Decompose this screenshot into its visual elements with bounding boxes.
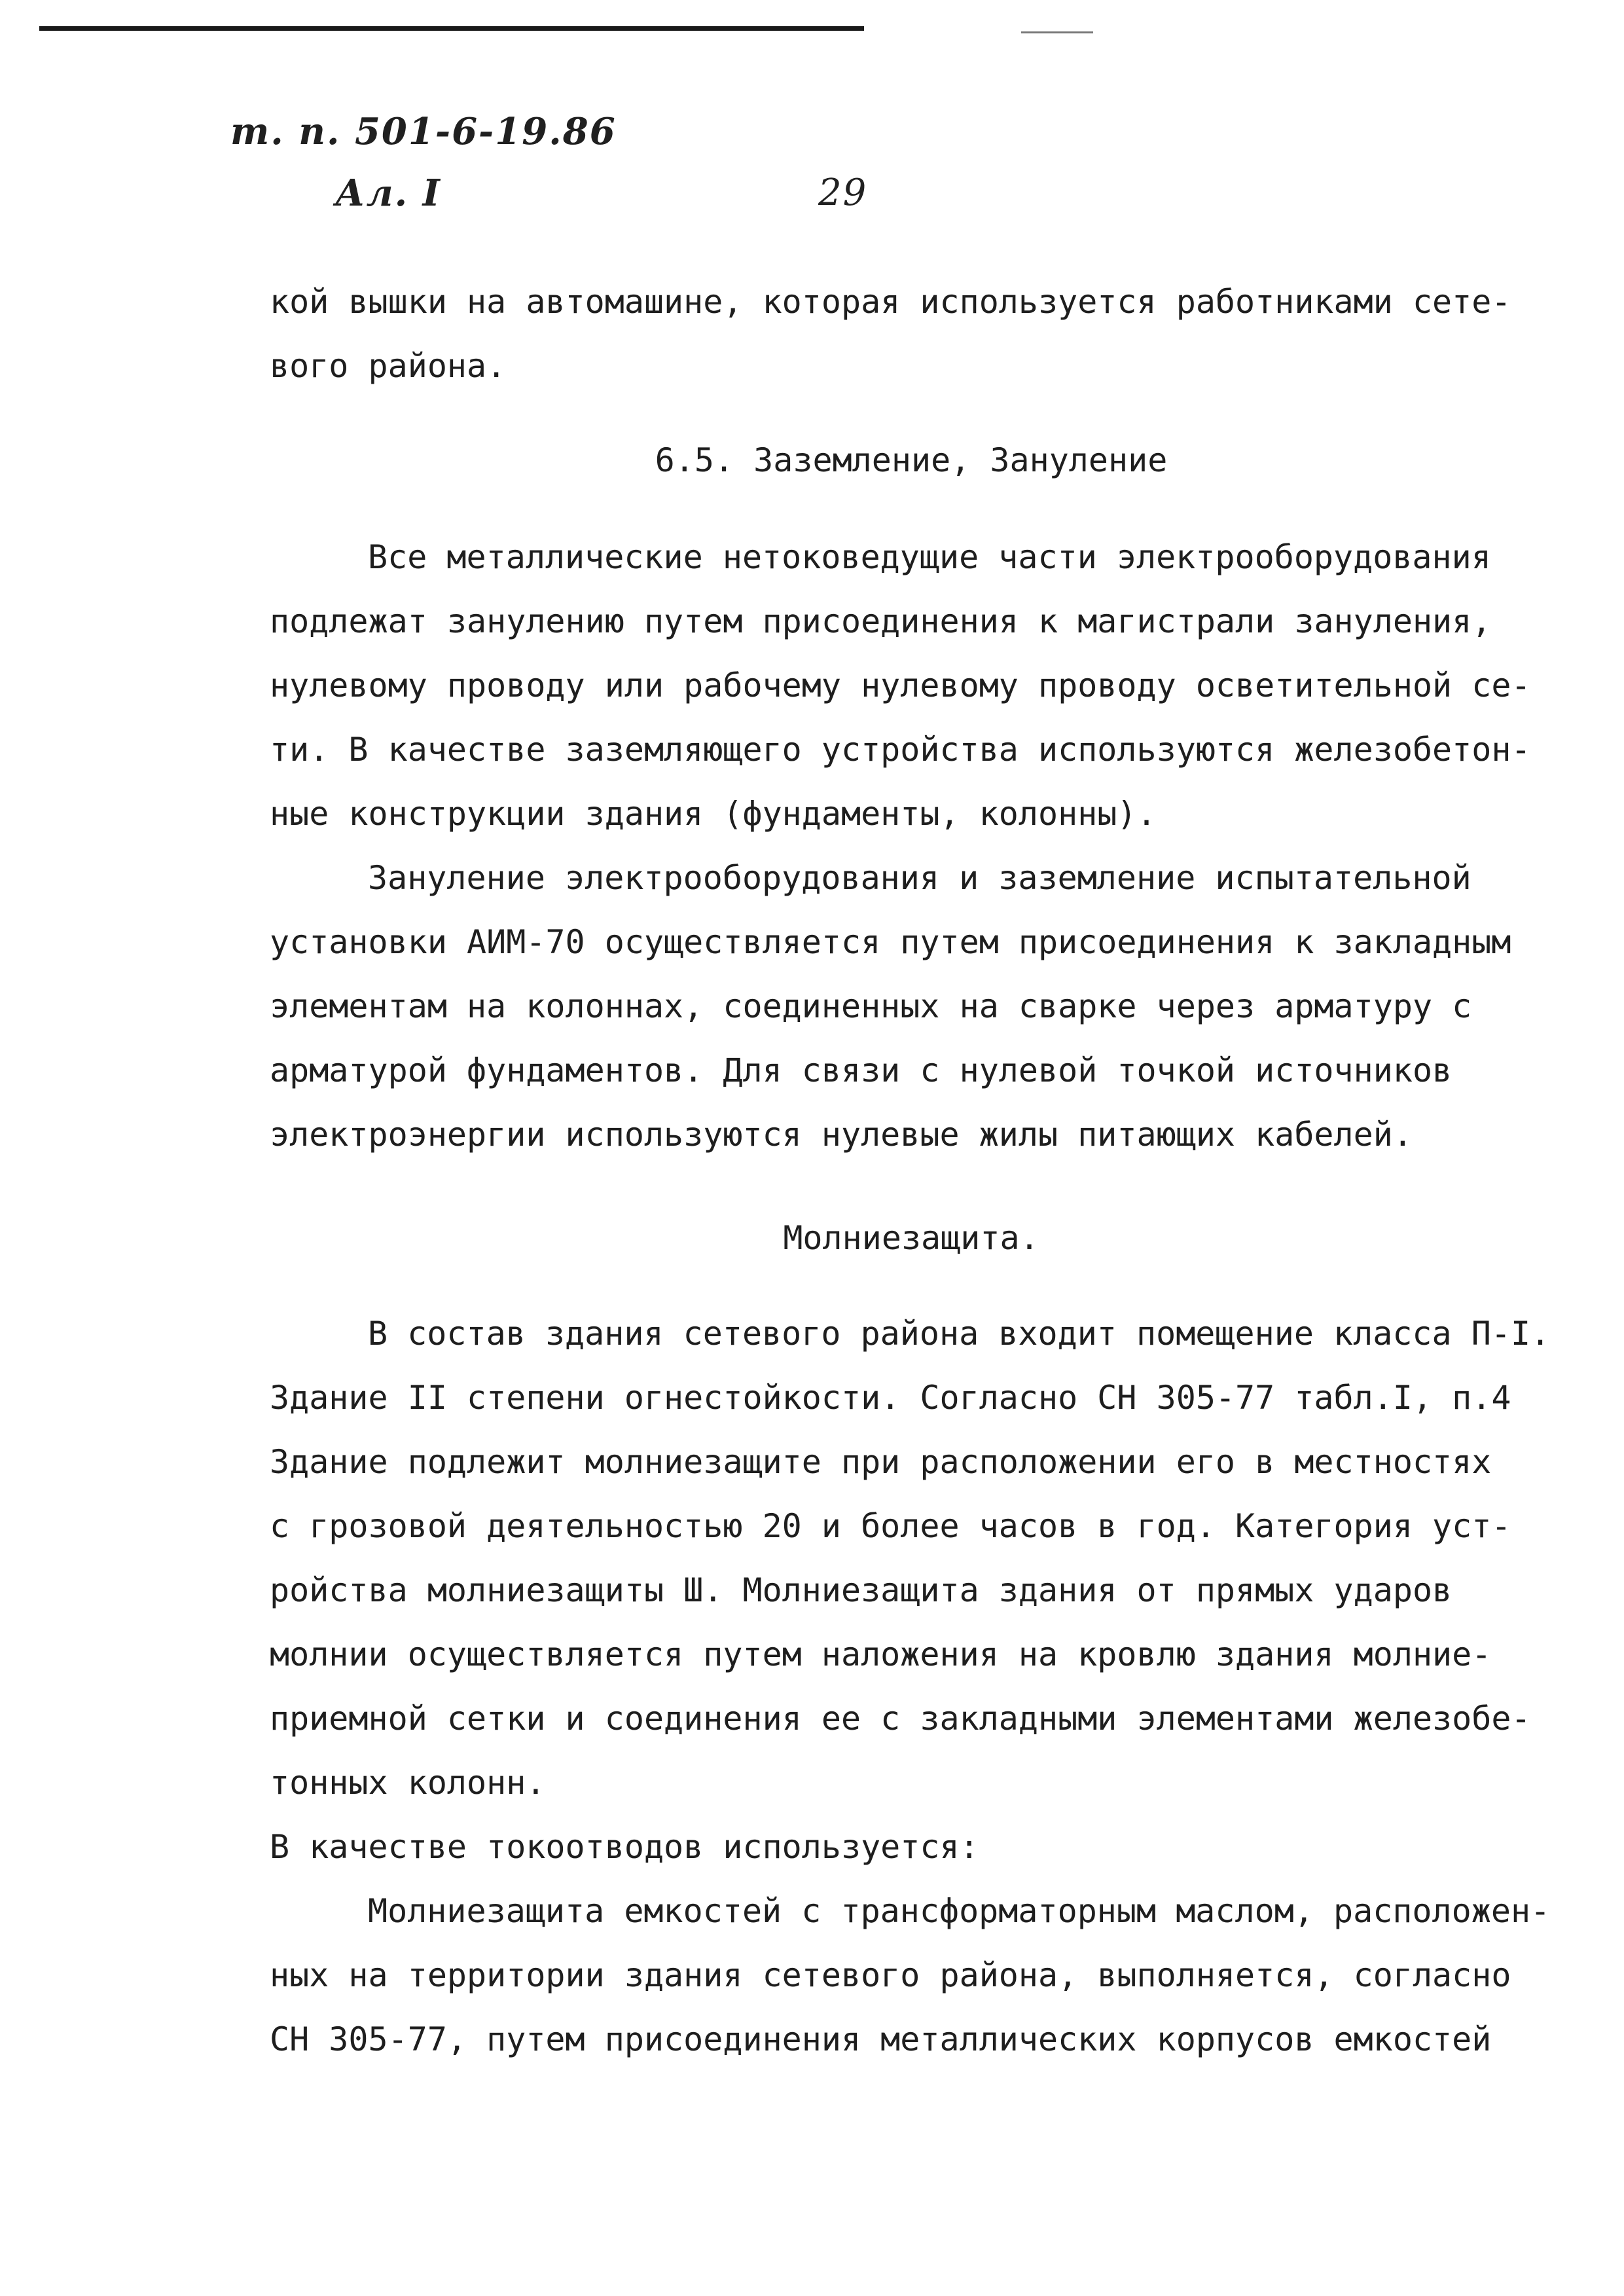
paragraph-grounding [270,525,1553,1167]
text-line: В качестве токоотводов используется: [270,1828,979,1866]
page-number: 29 [818,172,868,214]
text-line: Зануление электрооборудования и заземление испытательной [368,859,1471,897]
section-title: 6.5. Заземление, Зануление [655,441,1168,479]
album-number: Ал. I [335,172,441,215]
section-heading-grounding [270,428,1553,492]
text-line: ройства молниезащиты Ш. Молниезащита здания от прямых ударов [270,1571,1453,1609]
text-line: элементам на колоннах, соединенных на сварке через арматуру с [270,987,1472,1025]
text-line: тонных колонн. [270,1764,546,1802]
text-line: ти. В качестве заземляющего устройства используются железобетон- [270,731,1531,769]
top-border-line-tail [1021,31,1093,33]
text-line: кой вышки на автомашине, которая используется работниками сете- [270,283,1511,321]
text-line: Здание II степени огнестойкости. Согласно СН 305-77 табл.I, п.4 [270,1379,1511,1417]
text-line: с грозовой деятельностью 20 и более часов в год. Категория уст- [270,1507,1511,1545]
text-line: вого района. [270,347,507,385]
text-line: подлежат занулению путем присоединения к магистрали зануления, [270,602,1492,640]
text-line: молнии осуществляется путем наложения на кровлю здания молние- [270,1635,1492,1673]
top-border-line [39,26,864,31]
text-line: электроэнергии используются нулевые жилы питающих кабелей. [270,1116,1413,1154]
text-line: Молниезащита емкостей с трансформаторным маслом, расположен- [368,1892,1551,1930]
text-line: приемной сетки и соединения ее с закладными элементами железобе- [270,1700,1531,1738]
text-line: Здание подлежит молниезащите при расположении его в местностях [270,1443,1492,1481]
text-line: нулевому проводу или рабочему нулевому проводу осветительной се- [270,666,1531,704]
text-line: арматурой фундаментов. Для связи с нулевой точкой источников [270,1051,1453,1089]
text-line: СН 305-77, путем присоединения металлических корпусов емкостей [270,2020,1492,2058]
text-line: Все металлические нетоковедущие части электрооборудования [368,538,1491,576]
section-title: Молниезащита. [783,1219,1039,1257]
text-line: ные конструкции здания (фундаменты, колонны). [270,795,1157,833]
text-line: установки АИМ-70 осуществляется путем присоединения к закладным [270,923,1511,961]
text-line: В состав здания сетевого района входит помещение класса П-I. [368,1315,1551,1353]
paragraph-lightning [270,1302,1553,2071]
document-code: т. п. 501-6-19.86 [230,110,617,153]
document-body [270,270,1553,398]
section-heading-lightning [270,1206,1553,1270]
text-line: ных на территории здания сетевого района, выполняется, согласно [270,1956,1511,1994]
